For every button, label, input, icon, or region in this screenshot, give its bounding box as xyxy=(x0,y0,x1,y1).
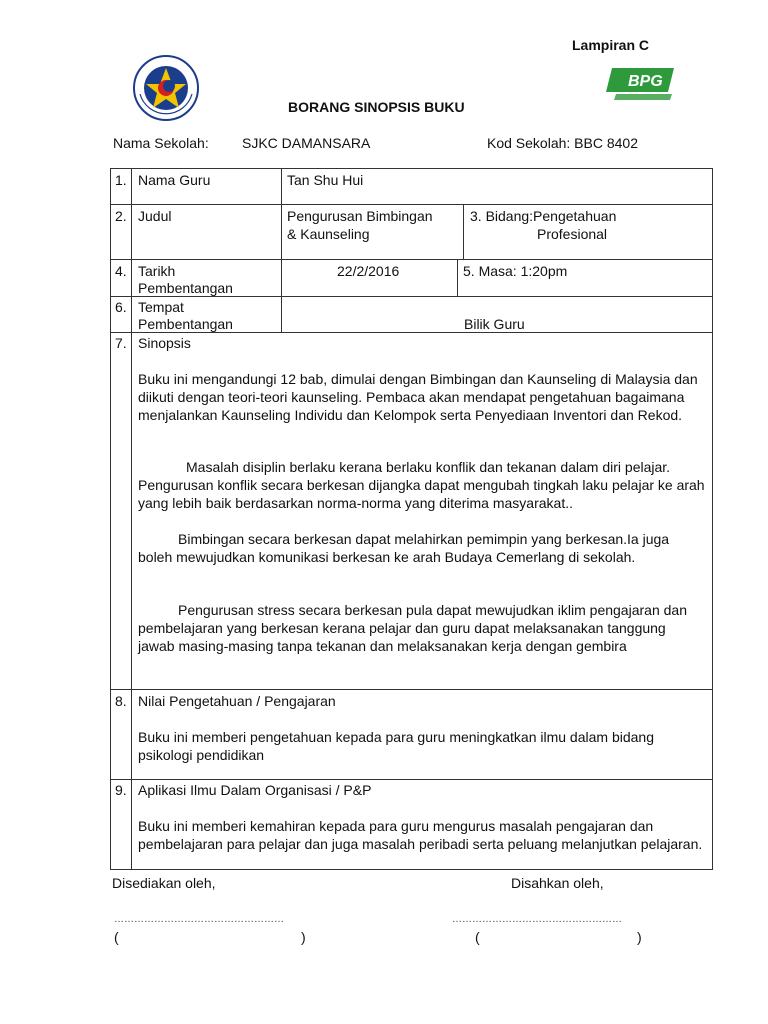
bpg-logo-text: BPG xyxy=(628,73,663,90)
row-number: 7. xyxy=(115,335,127,351)
prepared-by-label: Disediakan oleh, xyxy=(112,875,216,891)
row-divider xyxy=(110,689,713,690)
prepared-signature-line: …………………………………………… xyxy=(114,914,284,925)
number-column-divider xyxy=(131,168,132,870)
synopsis-paragraph-1: Buku ini mengandungi 12 bab, dimulai dengan Bimbingan dan Kaunseling di Malaysia dan diikuti dengan teori-teori kaunseling. Pembaca akan mendapat pengetahuan bagaimana menjalankan Kaunseling Individu dan Kelompok serta Penyediaan Inventori dan Rekod. xyxy=(138,371,698,423)
book-title-line1: Pengurusan Bimbingan xyxy=(287,208,433,224)
date-label-line1: Tarikh xyxy=(138,263,176,279)
bpg-logo xyxy=(606,64,676,102)
prepared-name-open: ( xyxy=(114,929,119,945)
row-number: 9. xyxy=(115,782,127,798)
field-label-line2: Profesional xyxy=(537,226,608,242)
row-divider xyxy=(110,779,713,780)
form-table xyxy=(110,168,713,870)
row-number: 6. xyxy=(115,299,127,315)
bidang-column-divider xyxy=(463,204,464,259)
approved-name-open: ( xyxy=(475,929,480,945)
row-divider xyxy=(110,204,713,205)
prepared-name-close: ) xyxy=(301,929,306,945)
lampiran-label: Lampiran C xyxy=(572,37,650,53)
date-label-line2: Pembentangan xyxy=(138,280,233,296)
school-name-label: Nama Sekolah: xyxy=(113,135,209,151)
row-divider xyxy=(110,259,713,260)
label-column-divider xyxy=(281,168,282,332)
page-title: BORANG SINOPSIS BUKU xyxy=(288,99,465,115)
row-number: 8. xyxy=(115,693,127,709)
application-label: Aplikasi Ilmu Dalam Organisasi / P&P xyxy=(138,782,372,798)
ministry-logo xyxy=(132,54,200,122)
application-text: Buku ini memberi kemahiran kepada para guru mengurus masalah pengajaran dan pembelajaran para pelajar dan juga masalah peribadi serta peluang melanjutkan pelajaran. xyxy=(138,818,703,852)
presentation-date: 22/2/2016 xyxy=(337,263,400,279)
school-code: Kod Sekolah: BBC 8402 xyxy=(487,135,638,151)
approved-by-label: Disahkan oleh, xyxy=(511,875,604,891)
teacher-name-value: Tan Shu Hui xyxy=(287,172,364,188)
approved-name-close: ) xyxy=(637,929,642,945)
row-number: 1. xyxy=(115,172,127,188)
approved-signature-line: …………………………………………… xyxy=(452,914,622,925)
place-label-line1: Tempat xyxy=(138,299,184,315)
teacher-name-label: Nama Guru xyxy=(138,172,211,188)
synopsis-label: Sinopsis xyxy=(138,335,191,351)
place-label-line2: Pembentangan xyxy=(138,316,233,332)
book-title-line2: & Kaunseling xyxy=(287,226,370,242)
synopsis-paragraph-3: Bimbingan secara berkesan dapat melahirkan pemimpin yang berkesan.Ia juga boleh mewujudkan komunikasi berkesan ke arah Budaya Cemerlang di sekolah. xyxy=(138,531,670,565)
synopsis-paragraph-2: Masalah disiplin berlaku kerana berlaku konflik dan tekanan dalam diri pelajar. Pengurusan konflik secara berkesan dijangka dapat mengubah tingkah laku pelajar ke arah yang lebih baik berdasarkan norma-norma yang diterima masyarakat.. xyxy=(138,459,705,511)
knowledge-value-text: Buku ini memberi pengetahuan kepada para guru meningkatkan ilmu dalam bidang psikologi pendidikan xyxy=(138,729,654,763)
field-label-line1: 3. Bidang:Pengetahuan xyxy=(470,208,617,224)
row-number: 2. xyxy=(115,208,127,224)
synopsis-paragraph-4: Pengurusan stress secara berkesan pula dapat mewujudkan iklim pengajaran dan pembelajaran yang berkesan kerana pelajar dan guru dapat melaksanakan tanggung jawab masing-masing tanpa tekanan dan melaksanakan kerja dengan gembira xyxy=(138,602,687,654)
masa-column-divider xyxy=(457,259,458,296)
presentation-place: Bilik Guru xyxy=(464,316,525,332)
knowledge-value-label: Nilai Pengetahuan / Pengajaran xyxy=(138,693,336,709)
title-label: Judul xyxy=(138,208,172,224)
school-name-value: SJKC DAMANSARA xyxy=(242,135,371,151)
presentation-time: 5. Masa: 1:20pm xyxy=(463,263,568,279)
row-number: 4. xyxy=(115,263,127,279)
